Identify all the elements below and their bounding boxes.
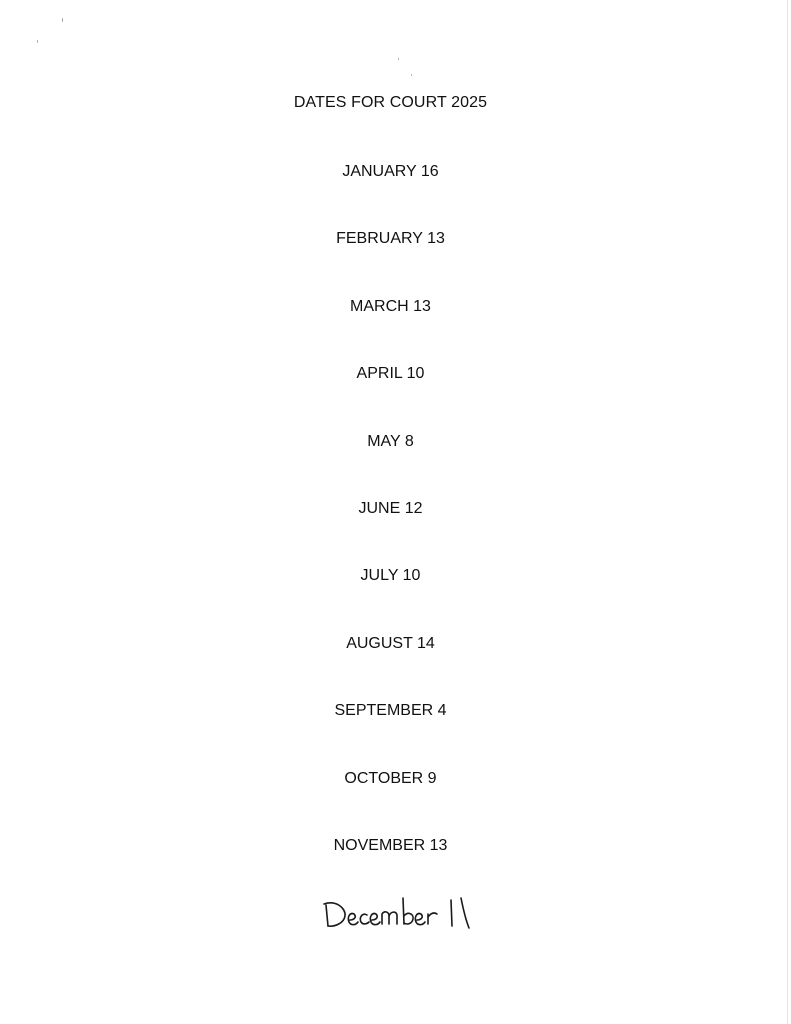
list-item: APRIL 10 — [356, 365, 425, 383]
list-item: JUNE 12 — [358, 499, 423, 517]
list-item: JULY 10 — [360, 567, 421, 585]
handwriting-drawing — [320, 890, 490, 940]
list-item: SEPTEMBER 4 — [334, 702, 447, 720]
scan-speck — [62, 18, 63, 22]
list-item: JANUARY 16 — [342, 163, 439, 180]
scan-edge-line — [787, 0, 788, 1024]
list-item: AUGUST 14 — [346, 634, 435, 652]
court-date-list — [0, 163, 781, 904]
list-item: OCTOBER 9 — [344, 769, 437, 787]
handwritten-date — [320, 890, 490, 940]
page-title: DATES FOR COURT 2025 — [293, 94, 488, 111]
list-item: MARCH 13 — [350, 297, 431, 315]
list-item: FEBRUARY 13 — [336, 230, 445, 248]
scan-speck — [398, 58, 399, 60]
scan-speck — [411, 74, 412, 76]
list-item: MAY 8 — [367, 432, 414, 450]
list-item: NOVEMBER 13 — [333, 836, 448, 854]
scan-speck — [37, 40, 38, 43]
